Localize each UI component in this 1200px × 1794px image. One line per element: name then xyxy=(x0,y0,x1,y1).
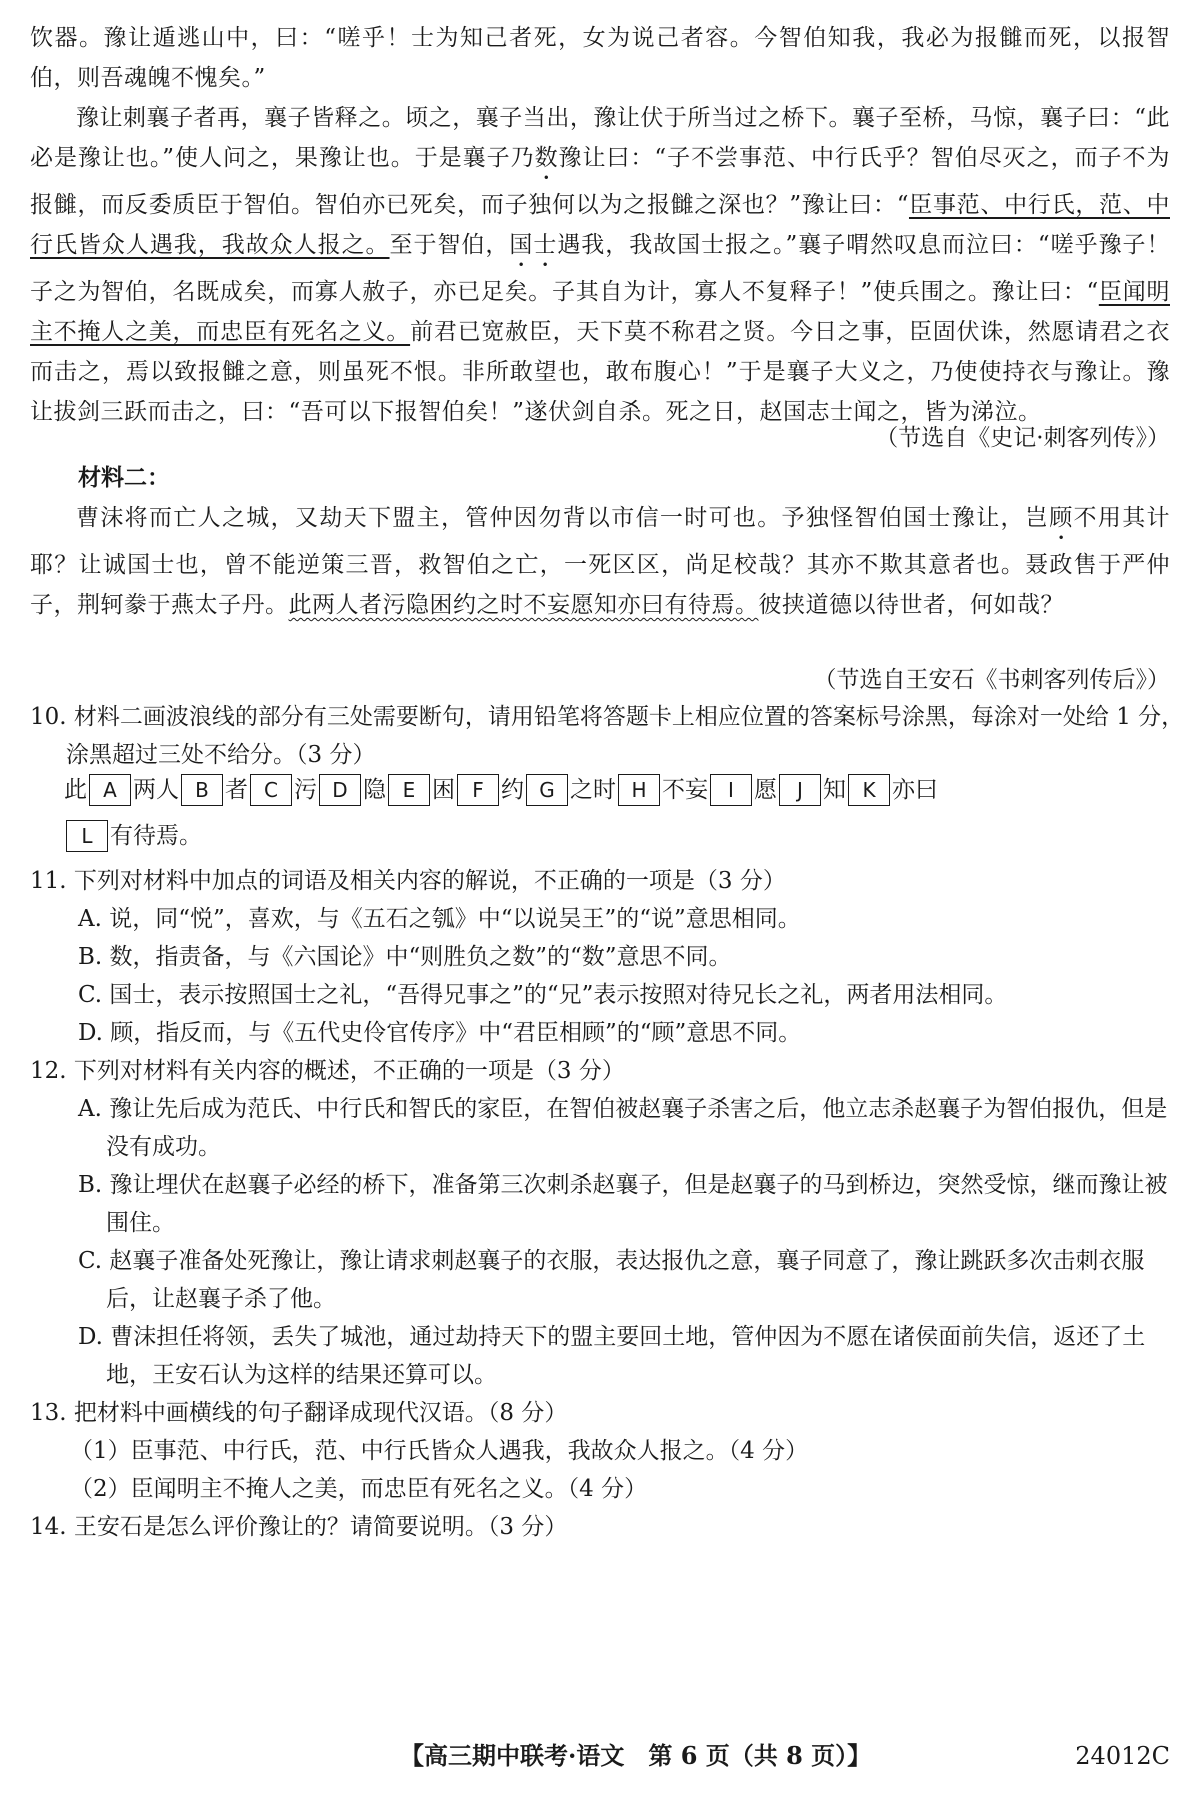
material1-paragraph2 xyxy=(30,98,1170,432)
footer-code: 24012C xyxy=(1075,1742,1170,1770)
text-segment: 不用其计耶？让诚国士也，曾不能逆策三晋，救智伯之亡，一死区区，尚足校哉？其亦不欺其意者也。聂政售于严仲子，荆轲豢于燕太子丹。 xyxy=(30,505,1171,618)
text-segment: 彼挟道德以待世者，何如哉？ xyxy=(758,592,1064,618)
text-segment: 豫让曰：“子不尝事范、中行氏乎？智伯尽灭之，而子不为报雠，而反委质臣于智伯。智伯亦已死矣，而子独何以为之报雠之深也？”豫让曰：“ xyxy=(30,145,1170,218)
q10-answer-box-b[interactable]: B xyxy=(181,774,223,806)
q10-answer-box-g[interactable]: G xyxy=(526,774,568,806)
q10-char: 约 xyxy=(501,777,524,803)
q10-answer-box-d[interactable]: D xyxy=(319,774,361,806)
q10-char: 两人 xyxy=(133,777,179,803)
dotted-word-gu: 顾 xyxy=(1049,505,1074,531)
q10-char: 困 xyxy=(432,777,455,803)
dotted-word-guoshi: 国士 xyxy=(509,232,558,258)
material1-paragraph1 xyxy=(30,18,1170,98)
q13-sentence-1: （1）臣事范、中行氏，范、中行氏皆众人遇我，我故众人报之。（4 分） xyxy=(70,1438,809,1464)
material2-paragraph xyxy=(30,498,1170,625)
text-segment: 曹沫将而亡人之城，又劫天下盟主，管仲因勿背以市信一时可也。予独怪智伯国士豫让，岂 xyxy=(76,505,1050,531)
material1-source: （节选自《史记·刺客列传》） xyxy=(875,425,1170,451)
q11-option-c: C. 国士，表示按照国士之礼，“吾得兄事之”的“兄”表示按照对待兄长之礼，两者用法相同。 xyxy=(78,982,1008,1008)
q11-option-a: A. 说，同“悦”，喜欢，与《五石之瓠》中“以说吴王”的“说”意思相同。 xyxy=(78,906,801,932)
footer-title: 【高三期中联考·语文 第 6 页（共 8 页）】 xyxy=(400,1741,872,1770)
q10-box-row-2 xyxy=(64,816,202,856)
material2-title: 材料二： xyxy=(78,464,170,491)
q10-answer-box-j[interactable]: J xyxy=(779,774,821,806)
q12-option-b: B. 豫让埋伏在赵襄子必经的桥下，准备第三次刺杀赵襄子，但是赵襄子的马到桥边，突然受惊，继而豫让被围住。 xyxy=(78,1172,1168,1236)
text-segment: 遇我，我故国士报之。”襄子喟然叹息而泣曰：“嗟乎豫子！子之为智伯，名既成矣，而寡人赦子，亦已足矣。子其自为计，寡人不复释子！”使兵围之。豫让曰：“ xyxy=(30,232,1170,305)
material1-p1-text: 饮器。豫让遁逃山中，曰：“嗟乎！士为知己者死，女为说己者容。今智伯知我，我必为报雠而死，以报智伯，则吾魂魄不愧矣。” xyxy=(30,25,1170,91)
q12-option-c: C. 赵襄子准备处死豫让，豫让请求刺赵襄子的衣服，表达报仇之意，襄子同意了，豫让跳跃多次击刺衣服后，让赵襄子杀了他。 xyxy=(78,1248,1145,1312)
q12-option-d: D. 曹沫担任将领，丢失了城池，通过劫持天下的盟主要回土地，管仲因为不愿在诸侯面前失信，返还了土地，王安石认为这样的结果还算可以。 xyxy=(78,1324,1146,1388)
q10-char: 之时 xyxy=(570,777,616,803)
text-segment: 前君已宽赦臣，天下莫不称君之贤。今日之事，臣固伏诛，然愿请君之衣而击之，焉以致报雠之意，则虽死不恨。非所敢望也，敢布腹心！”于是襄子大义之，乃使使持衣与豫让。豫让拔剑三跃而击之，曰：“吾可以下报智伯矣！”遂伏剑自杀。死之日，赵国志士闻之，皆为涕泣。 xyxy=(30,319,1171,425)
q10-char: 不妄 xyxy=(662,777,708,803)
text-segment: 至于智伯， xyxy=(389,232,510,258)
q10-char: 此 xyxy=(64,777,87,803)
question-11-stem: 11. 下列对材料中加点的词语及相关内容的解说，不正确的一项是（3 分） xyxy=(30,868,786,894)
q10-answer-box-l[interactable]: L xyxy=(66,820,108,852)
q10-char: 亦曰 xyxy=(892,777,938,803)
q10-char: 知 xyxy=(823,777,846,803)
q11-option-b: B. 数，指责备，与《六国论》中“则胜负之数”的“数”意思不同。 xyxy=(78,944,732,970)
text-segment: 豫让刺襄子者再，襄子皆释之。顷之，襄子当出，豫让伏于所当过之桥下。襄子至桥，马惊，襄子曰：“此必是豫让也。”使人问之，果豫让也。于是襄子乃 xyxy=(30,105,1170,171)
q10-char: 愿 xyxy=(754,777,777,803)
q12-option-a: A. 豫让先后成为范氏、中行氏和智氏的家臣，在智伯被赵襄子杀害之后，他立志杀赵襄子为智伯报仇，但是没有成功。 xyxy=(78,1096,1168,1160)
underlined-sentence-1: 臣事范、中行氏，范、中行氏皆众人遇我，我故众人报之。 xyxy=(30,192,1170,258)
question-10-stem: 10. 材料二画波浪线的部分有三处需要断句，请用铅笔将答题卡上相应位置的答案标号涂黑，每涂对一处给 1 分，涂黑超过三处不给分。（3 分） xyxy=(30,704,1185,768)
q10-answer-box-c[interactable]: C xyxy=(250,774,292,806)
q11-option-d: D. 顾，指反而，与《五代史伶官传序》中“君臣相顾”的“顾”意思不同。 xyxy=(78,1020,802,1046)
underlined-sentence-2: 臣闻明主不掩人之美，而忠臣有死名之义。 xyxy=(30,279,1170,345)
q10-answer-box-f[interactable]: F xyxy=(457,774,499,806)
q10-answer-box-a[interactable]: A xyxy=(89,774,131,806)
q10-char: 隐 xyxy=(363,777,386,803)
question-14-stem: 14. 王安石是怎么评价豫让的？请简要说明。（3 分） xyxy=(30,1514,568,1540)
q10-answer-box-h[interactable]: H xyxy=(618,774,660,806)
material2-source: （节选自王安石《书刺客列传后》） xyxy=(813,667,1170,693)
q10-char: 有待焉。 xyxy=(110,823,202,849)
question-13-stem: 13. 把材料中画横线的句子翻译成现代汉语。（8 分） xyxy=(30,1400,568,1426)
q10-answer-box-e[interactable]: E xyxy=(388,774,430,806)
question-12-stem: 12. 下列对材料有关内容的概述，不正确的一项是（3 分） xyxy=(30,1058,625,1084)
q10-answer-box-i[interactable]: I xyxy=(710,774,752,806)
q10-char: 者 xyxy=(225,777,248,803)
q10-box-row-1 xyxy=(64,770,938,810)
q13-sentence-2: （2）臣闻明主不掩人之美，而忠臣有死名之义。（4 分） xyxy=(70,1476,648,1502)
wavy-underlined-sentence: 此两人者污隐困约之时不妄愿知亦曰有待焉。 xyxy=(288,592,759,618)
q10-answer-box-k[interactable]: K xyxy=(848,774,890,806)
q10-char: 污 xyxy=(294,777,317,803)
dotted-word-shu: 数 xyxy=(534,145,559,171)
